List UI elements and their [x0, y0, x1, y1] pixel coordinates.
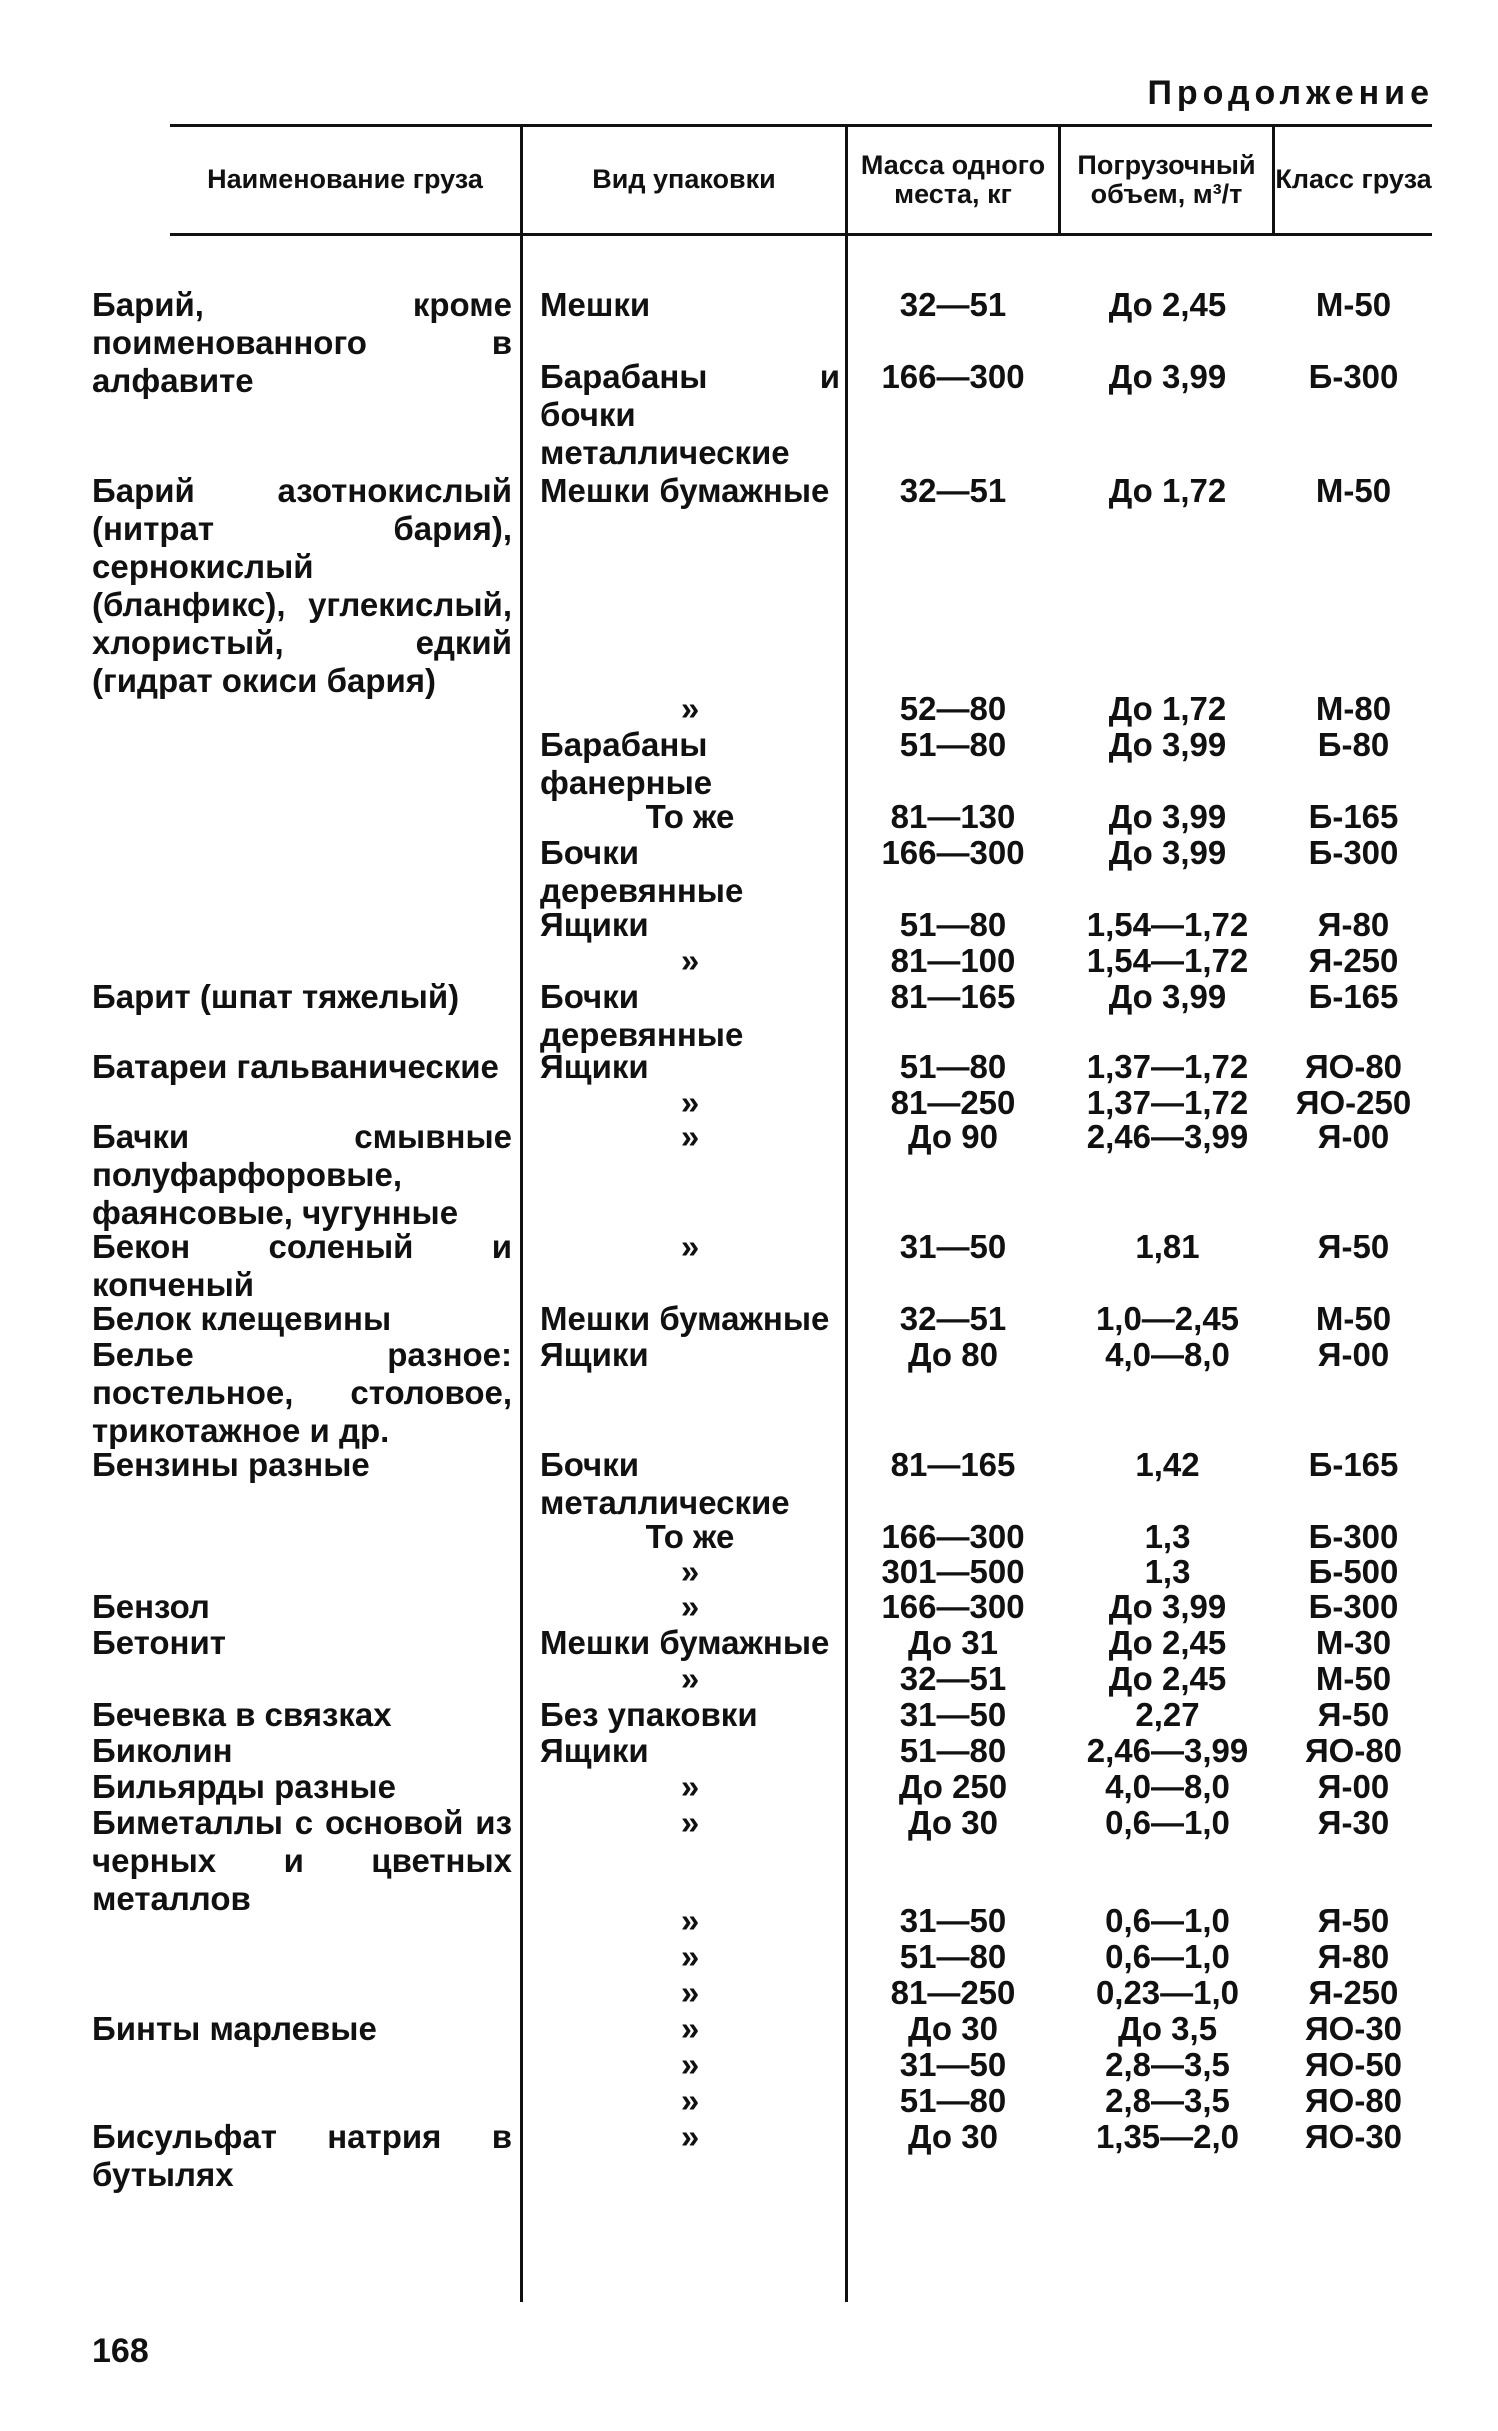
packing-cell: Бочки деревянные: [540, 834, 744, 909]
volume-cell: До 1,72: [1108, 690, 1227, 727]
volume-cell: 1,54—1,72: [1086, 942, 1249, 979]
class-cell: Б-80: [1317, 726, 1390, 763]
mass-cell: До 250: [898, 1768, 1008, 1805]
volume-cell: До 3,99: [1108, 1588, 1227, 1625]
mass-cell: 81—100: [890, 942, 1016, 979]
class-cell: Я-250: [1308, 1974, 1399, 2011]
class-cell: ЯО-30: [1304, 2118, 1403, 2155]
mass-cell: 81—165: [890, 978, 1016, 1015]
class-cell: М-50: [1315, 472, 1392, 509]
packing-cell: »: [680, 1974, 700, 2011]
packing-cell: »: [680, 2118, 700, 2155]
cargo-name: Бензины разные: [92, 1446, 370, 1483]
volume-cell: 4,0—8,0: [1105, 1768, 1230, 1805]
mass-cell: 51—80: [899, 1732, 1007, 1769]
cargo-name: Батареи гальванические: [92, 1048, 499, 1085]
volume-cell: 1,81: [1135, 1228, 1200, 1265]
mass-cell: 166—300: [881, 834, 1025, 871]
cargo-name: Бекон соленый и копченый: [92, 1228, 512, 1303]
mass-cell: До 90: [908, 1118, 998, 1155]
packing-cell: Барабаны фанерные: [540, 726, 713, 801]
packing-cell: »: [680, 2010, 700, 2047]
mass-cell: До 30: [908, 2118, 998, 2155]
volume-cell: 0,6—1,0: [1105, 1902, 1230, 1939]
packing-cell: Без упаковки: [540, 1696, 758, 1733]
volume-cell: До 3,5: [1117, 2010, 1218, 2047]
volume-cell: 2,46—3,99: [1086, 1118, 1249, 1155]
packing-cell: Ящики: [540, 1048, 649, 1085]
volume-cell: 0,6—1,0: [1105, 1804, 1230, 1841]
mass-cell: 51—80: [899, 1048, 1007, 1085]
mass-cell: 32—51: [899, 472, 1007, 509]
class-cell: ЯО-80: [1304, 2082, 1403, 2119]
continued-label: Продолжение: [1147, 74, 1434, 112]
volume-cell: До 3,99: [1108, 358, 1227, 395]
packing-cell: »: [680, 1804, 700, 1841]
mass-cell: 31—50: [899, 1228, 1007, 1265]
class-cell: Б-300: [1308, 1588, 1399, 1625]
class-cell: Б-165: [1308, 978, 1399, 1015]
mass-cell: 51—80: [899, 1938, 1007, 1975]
mass-cell: До 31: [908, 1624, 998, 1661]
class-cell: ЯО-80: [1304, 1048, 1403, 1085]
mass-cell: 166—300: [881, 1518, 1025, 1555]
packing-cell: Ящики: [540, 906, 649, 943]
header-class: Класс груза: [1275, 164, 1432, 195]
volume-cell: 1,3: [1144, 1553, 1191, 1590]
volume-cell: До 2,45: [1108, 286, 1227, 323]
mass-cell: 81—165: [890, 1446, 1016, 1483]
volume-cell: 1,0—2,45: [1095, 1300, 1240, 1337]
mass-cell: 32—51: [899, 286, 1007, 323]
mass-cell: 52—80: [899, 690, 1007, 727]
packing-cell: »: [680, 2046, 700, 2083]
cargo-name: Бисульфат натрия в бутылях: [92, 2118, 512, 2193]
class-cell: Б-300: [1308, 1518, 1399, 1555]
packing-cell: »: [680, 1588, 700, 1625]
volume-cell: 2,27: [1135, 1696, 1200, 1733]
mass-cell: 81—250: [890, 1974, 1016, 2011]
volume-cell: 1,42: [1135, 1446, 1200, 1483]
packing-cell: »: [680, 1228, 700, 1265]
packing-cell: То же: [645, 1518, 735, 1555]
cargo-name: Барий азотнокислый (нитрат бария), сернокислый (бланфикс), углекислый, хлористый, едкий (гидрат окиси бария): [92, 472, 512, 699]
class-cell: Я-50: [1317, 1228, 1390, 1265]
volume-cell: До 3,99: [1108, 978, 1227, 1015]
volume-cell: 1,3: [1144, 1518, 1191, 1555]
class-cell: ЯО-250: [1295, 1084, 1412, 1121]
class-cell: Б-300: [1308, 358, 1399, 395]
mass-cell: До 30: [908, 1804, 998, 1841]
packing-cell: »: [680, 1768, 700, 1805]
mass-cell: 81—130: [890, 798, 1016, 835]
mass-cell: 81—250: [890, 1084, 1016, 1121]
volume-cell: 1,37—1,72: [1086, 1048, 1249, 1085]
class-cell: Я-80: [1317, 906, 1390, 943]
packing-cell: Мешки бумажные: [540, 1624, 830, 1661]
class-cell: М-50: [1315, 286, 1392, 323]
page-number: 168: [92, 2332, 149, 2370]
class-cell: Я-50: [1317, 1902, 1390, 1939]
packing-cell: »: [680, 1118, 700, 1155]
volume-cell: 1,37—1,72: [1086, 1084, 1249, 1121]
packing-cell: »: [680, 942, 700, 979]
class-cell: Я-250: [1308, 942, 1399, 979]
packing-cell: »: [680, 1084, 700, 1121]
class-cell: Я-00: [1317, 1118, 1390, 1155]
volume-cell: 2,46—3,99: [1086, 1732, 1249, 1769]
mass-cell: 32—51: [899, 1300, 1007, 1337]
cargo-name: Биметаллы с основой из черных и цветных металлов: [92, 1804, 512, 1917]
mass-cell: До 30: [908, 2010, 998, 2047]
packing-cell: »: [680, 1553, 700, 1590]
class-cell: Я-00: [1317, 1336, 1390, 1373]
header-mass: Масса одного места, кг: [860, 149, 1046, 209]
packing-cell: Ящики: [540, 1336, 649, 1373]
cargo-name: Бензол: [92, 1588, 210, 1625]
volume-cell: 2,8—3,5: [1105, 2046, 1230, 2083]
cargo-name: Барий, кроме поименованного в алфавите: [92, 286, 512, 399]
volume-cell: 0,6—1,0: [1105, 1938, 1230, 1975]
mass-cell: 51—80: [899, 906, 1007, 943]
volume-cell: 1,35—2,0: [1095, 2118, 1240, 2155]
class-cell: ЯО-50: [1304, 2046, 1403, 2083]
packing-cell: Ящики: [540, 1732, 649, 1769]
cargo-name: Белок клещевины: [92, 1300, 392, 1337]
cargo-name: Белье разное: постельное, столовое, трикотажное и др.: [92, 1336, 512, 1449]
class-cell: М-50: [1315, 1300, 1392, 1337]
volume-cell: До 1,72: [1108, 472, 1227, 509]
packing-cell: »: [680, 2082, 700, 2119]
packing-cell: То же: [645, 798, 735, 835]
class-cell: Б-300: [1308, 834, 1399, 871]
packing-cell: Бочки деревянные: [540, 978, 744, 1053]
class-cell: Я-00: [1317, 1768, 1390, 1805]
cargo-name: Барит (шпат тяжелый): [92, 978, 460, 1015]
class-cell: Б-165: [1308, 798, 1399, 835]
volume-cell: До 2,45: [1108, 1660, 1227, 1697]
cargo-name: Бинты марлевые: [92, 2010, 377, 2047]
packing-cell: »: [680, 690, 700, 727]
mass-cell: 32—51: [899, 1660, 1007, 1697]
packing-cell: Мешки бумажные: [540, 1300, 830, 1337]
class-cell: ЯО-30: [1304, 2010, 1403, 2047]
cargo-name: Бечевка в связках: [92, 1696, 392, 1733]
packing-cell: »: [680, 1660, 700, 1697]
class-cell: Б-500: [1308, 1553, 1399, 1590]
class-cell: Я-30: [1317, 1804, 1390, 1841]
class-cell: М-30: [1315, 1624, 1392, 1661]
packing-cell: Мешки бумажные: [540, 472, 830, 509]
cargo-name: Бачки смывные полуфарфоровые, фаянсовые, чугунные: [92, 1118, 512, 1231]
class-cell: М-50: [1315, 1660, 1392, 1697]
volume-cell: До 3,99: [1108, 834, 1227, 871]
volume-cell: До 2,45: [1108, 1624, 1227, 1661]
packing-cell: Бочки металлические: [540, 1446, 790, 1521]
volume-cell: 2,8—3,5: [1105, 2082, 1230, 2119]
packing-cell: »: [680, 1938, 700, 1975]
cargo-name: Биколин: [92, 1732, 233, 1769]
class-cell: Я-80: [1317, 1938, 1390, 1975]
header-packing: Вид упаковки: [592, 164, 776, 195]
volume-cell: 1,54—1,72: [1086, 906, 1249, 943]
packing-cell: Барабаны и бочки металлические: [540, 358, 840, 471]
cargo-name: Бильярды разные: [92, 1768, 396, 1805]
mass-cell: До 80: [908, 1336, 998, 1373]
mass-cell: 31—50: [899, 1696, 1007, 1733]
class-cell: М-80: [1315, 690, 1392, 727]
mass-cell: 301—500: [881, 1553, 1025, 1590]
mass-cell: 166—300: [881, 358, 1025, 395]
packing-cell: »: [680, 1902, 700, 1939]
mass-cell: 51—80: [899, 726, 1007, 763]
class-cell: Б-165: [1308, 1446, 1399, 1483]
packing-cell: Мешки: [540, 286, 651, 323]
column-divider-1: [520, 126, 523, 2302]
class-cell: ЯО-80: [1304, 1732, 1403, 1769]
cargo-name: Бетонит: [92, 1624, 226, 1661]
mass-cell: 31—50: [899, 1902, 1007, 1939]
volume-cell: 0,23—1,0: [1095, 1974, 1240, 2011]
mass-cell: 31—50: [899, 2046, 1007, 2083]
volume-cell: 4,0—8,0: [1105, 1336, 1230, 1373]
volume-cell: До 3,99: [1108, 726, 1227, 763]
class-cell: Я-50: [1317, 1696, 1390, 1733]
mass-cell: 166—300: [881, 1588, 1025, 1625]
header-volume: Погрузочный объем, м³/т: [1077, 149, 1256, 209]
mass-cell: 51—80: [899, 2082, 1007, 2119]
header-cargo-name: Наименование груза: [207, 164, 483, 195]
volume-cell: До 3,99: [1108, 798, 1227, 835]
